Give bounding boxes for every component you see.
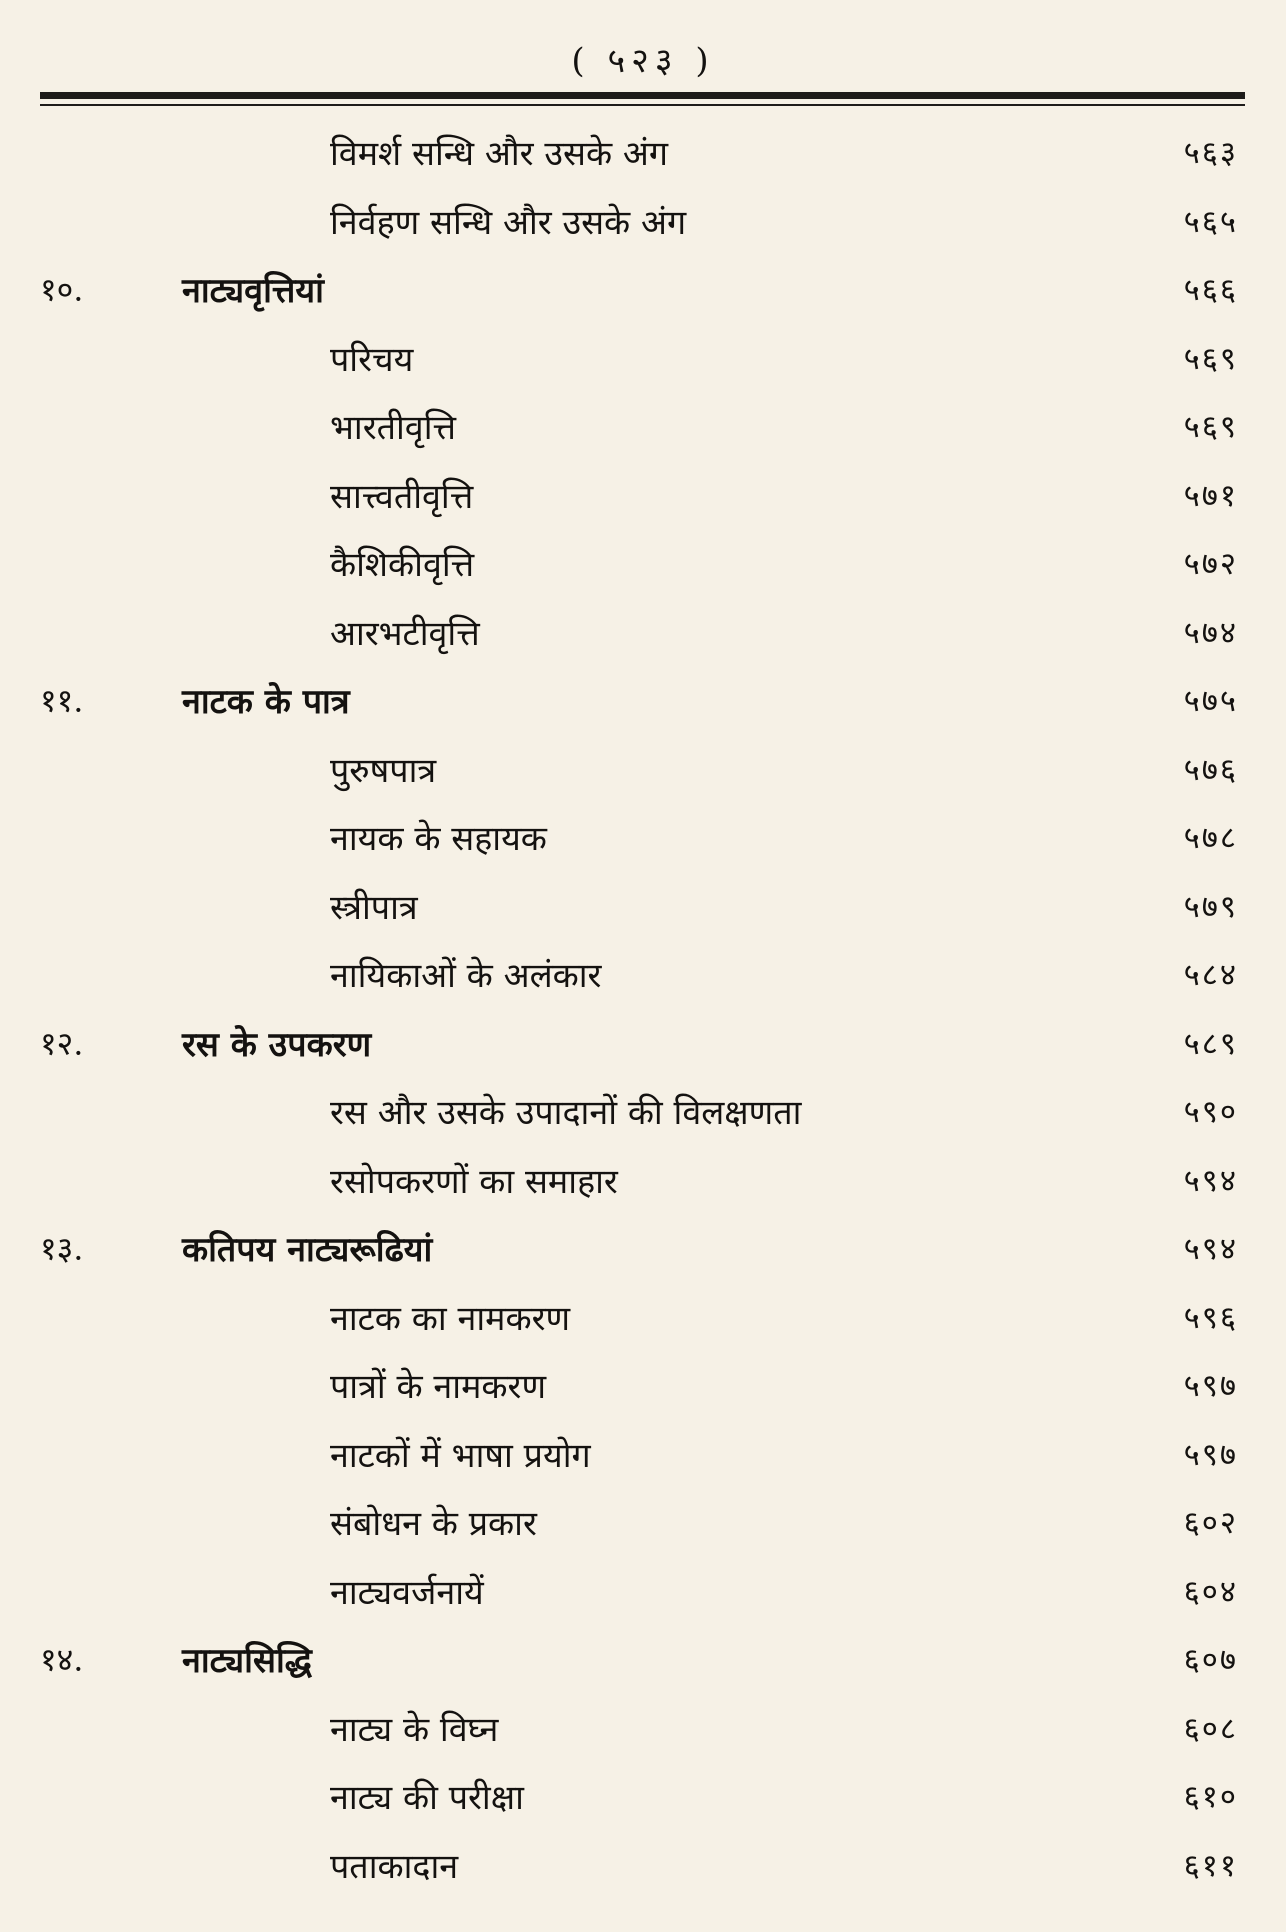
section-title: परिचय (330, 339, 414, 380)
chapter-number: ११. (40, 681, 84, 720)
toc-section-row (0, 1762, 1286, 1831)
page-ref: ५९४ (1183, 1231, 1238, 1268)
toc-section-row (0, 872, 1286, 941)
page-ref: ६०८ (1183, 1710, 1238, 1747)
page-ref: ५७१ (1183, 477, 1238, 514)
section-title: कैशिकीवृत्ति (330, 545, 475, 586)
toc-section-row (0, 324, 1286, 393)
page-number: ( ५२३ ) (571, 41, 715, 81)
toc-section-row (0, 1831, 1286, 1900)
section-title: पुरुषपात्र (330, 750, 437, 791)
toc-section-row (0, 1420, 1286, 1489)
section-title: रस और उसके उपादानों की विलक्षणता (330, 1093, 802, 1134)
toc-section-row (0, 940, 1286, 1009)
section-title: विमर्श सन्धि और उसके अंग (330, 134, 669, 175)
chapter-title: कतिपय नाट्यरूढियां (182, 1230, 433, 1271)
header-rule-thick (40, 92, 1245, 99)
page-ref: ५६५ (1183, 203, 1238, 240)
chapter-title: नाट्यवृत्तियां (182, 271, 324, 312)
page-ref: ५६६ (1183, 272, 1238, 309)
section-title: आरभटीवृत्ति (330, 613, 480, 654)
toc-section-row (0, 1283, 1286, 1352)
page-ref: ५९६ (1183, 1299, 1238, 1336)
toc-section-row (0, 1488, 1286, 1557)
toc-chapter-row (0, 666, 1286, 735)
chapter-number: १२. (40, 1024, 84, 1063)
page-ref: ६०७ (1183, 1642, 1238, 1679)
toc-section-row (0, 118, 1286, 187)
section-title: निर्वहण सन्धि और उसके अंग (330, 202, 687, 243)
page-ref: ५७४ (1183, 614, 1238, 651)
toc-section-row (0, 1557, 1286, 1626)
page-ref: ५७५ (1183, 683, 1238, 720)
toc-chapter-row (0, 255, 1286, 324)
chapter-title: नाटक के पात्र (182, 682, 350, 723)
toc-section-row (0, 1694, 1286, 1763)
chapter-title: रस के उपकरण (182, 1024, 372, 1065)
section-title: संबोधन के प्रकार (330, 1504, 537, 1545)
page-ref: ५७८ (1183, 820, 1238, 857)
section-title: नाट्य की परीक्षा (330, 1778, 524, 1819)
page-ref: ५९७ (1183, 1368, 1238, 1405)
toc-section-row (0, 803, 1286, 872)
page-ref: ६०४ (1183, 1573, 1238, 1610)
toc-section-row (0, 461, 1286, 530)
section-title: सात्त्वतीवृत्ति (330, 476, 474, 517)
toc-chapter-row (0, 1214, 1286, 1283)
toc-section-row (0, 392, 1286, 461)
toc-section-row (0, 1077, 1286, 1146)
toc-section-row (0, 1146, 1286, 1215)
section-title: नाट्यवर्जनायें (330, 1572, 484, 1613)
chapter-number: १४. (40, 1640, 84, 1679)
toc-section-row (0, 735, 1286, 804)
section-title: भारतीवृत्ति (330, 408, 457, 449)
toc-section-row (0, 598, 1286, 667)
page-ref: ५६९ (1183, 409, 1238, 446)
chapter-title: नाट्यसिद्धि (182, 1641, 312, 1682)
section-title: नायिकाओं के अलंकार (330, 956, 602, 997)
section-title: नाटक का नामकरण (330, 1298, 571, 1339)
header-rule-thin (40, 104, 1245, 106)
section-title: पात्रों के नामकरण (330, 1367, 547, 1408)
section-title: नाटकों में भाषा प्रयोग (330, 1435, 591, 1476)
page-ref: ५७२ (1183, 546, 1238, 583)
page-ref: ५९० (1183, 1094, 1238, 1131)
page-ref: ५८४ (1183, 957, 1238, 994)
section-title: नायक के सहायक (330, 819, 547, 860)
page-ref: ५६९ (1183, 340, 1238, 377)
toc-section-row (0, 529, 1286, 598)
toc-chapter-row (0, 1009, 1286, 1078)
chapter-number: १३. (40, 1229, 84, 1268)
page-ref: ५७६ (1183, 751, 1238, 788)
section-title: पताकादान (330, 1846, 459, 1887)
page-ref: ६०२ (1183, 1505, 1238, 1542)
toc-section-row (0, 1351, 1286, 1420)
toc-section-row (0, 187, 1286, 256)
page-ref: ५७९ (1183, 888, 1238, 925)
toc-chapter-row (0, 1625, 1286, 1694)
section-title: नाट्य के विघ्न (330, 1709, 499, 1750)
page-ref: ६११ (1183, 1847, 1238, 1884)
chapter-number: १०. (40, 270, 84, 309)
section-title: स्त्रीपात्र (330, 887, 418, 928)
table-of-contents (0, 118, 1286, 1899)
page-ref: ५९४ (1183, 1162, 1238, 1199)
section-title: रसोपकरणों का समाहार (330, 1161, 618, 1202)
page-ref: ६१० (1183, 1779, 1238, 1816)
page-ref: ५८९ (1183, 1025, 1238, 1062)
page-ref: ५९७ (1183, 1436, 1238, 1473)
page-ref: ५६३ (1183, 135, 1238, 172)
